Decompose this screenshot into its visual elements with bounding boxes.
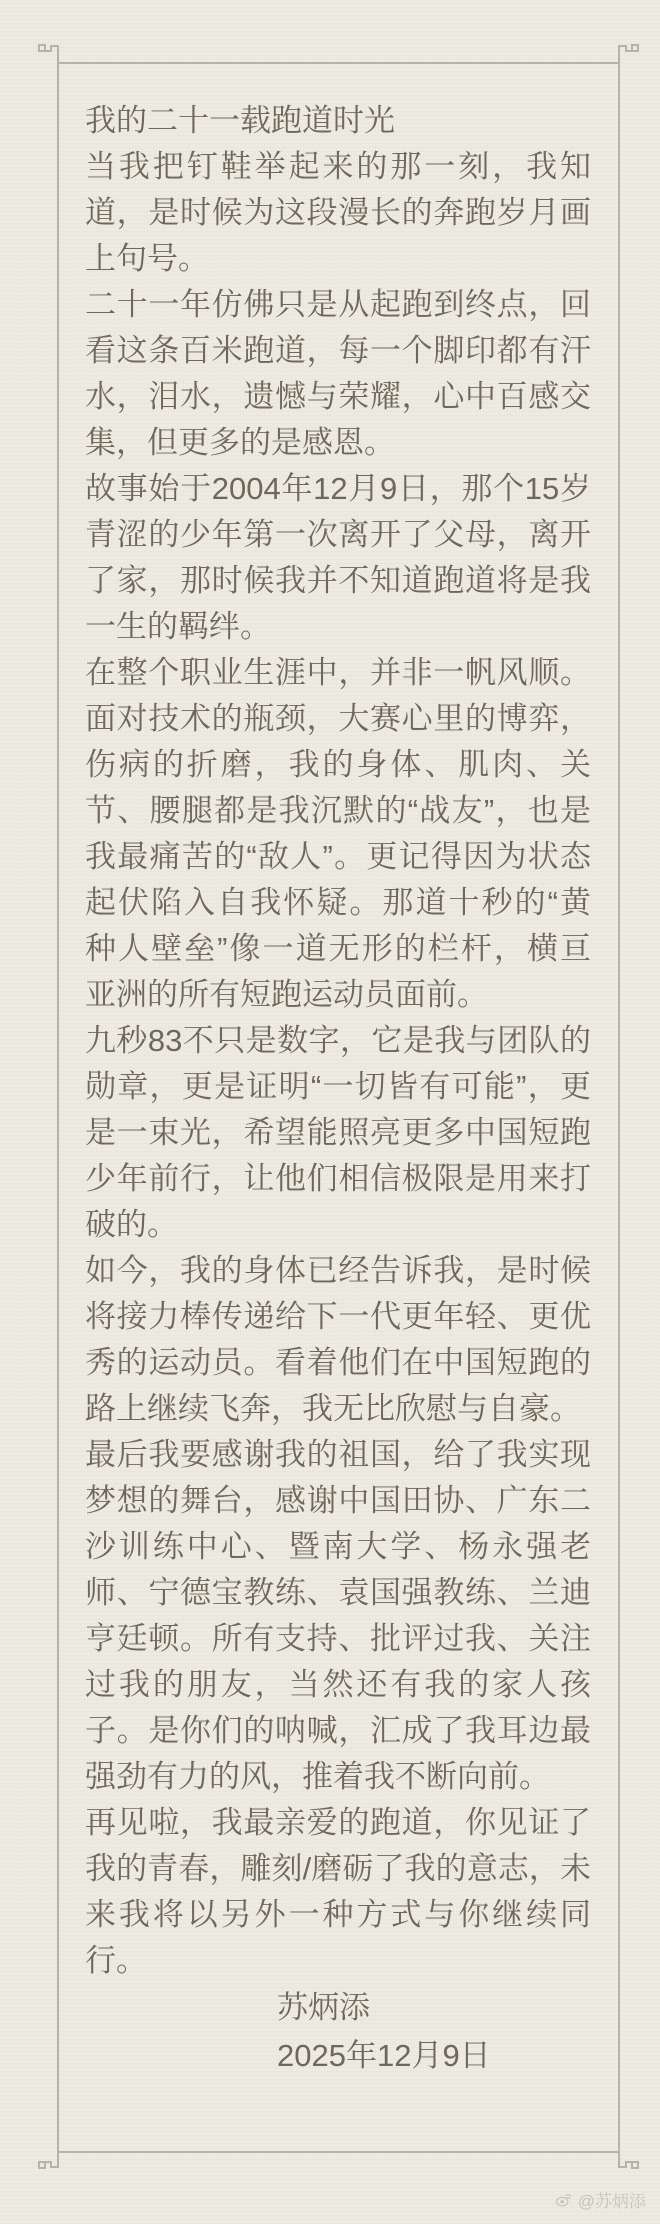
corner-ornament-icon (35, 2151, 61, 2177)
letter-body (85, 98, 591, 2080)
watermark (554, 2187, 646, 2212)
letter-paragraph: 如今，我的身体已经告诉我，是时候将接力棒传递给下一代更年轻、更优秀的运动员。看着他们在中国短跑的路上继续飞奔，我无比欣慰与自豪。 (85, 1253, 591, 1426)
letter-paragraph: 最后我要感谢我的祖国，给了我实现梦想的舞台，感谢中国田协、广东二沙训练中心、暨南大学、杨永强老师、宁德宝教练、袁国强教练、兰迪亨廷顿。所有支持、批评过我、关注过我的朋友，当然还有我的家人孩子。是你们的呐喊，汇成了我耳边最强劲有力的风，推着我不断向前。 (85, 1437, 591, 1794)
weibo-logo-icon (554, 2191, 574, 2208)
letter-paragraph: 当我把钉鞋举起来的那一刻，我知道，是时候为这段漫长的奔跑岁月画上句号。 (85, 149, 591, 276)
letter-paragraph: 故事始于2004年12月9日，那个15岁青涩的少年第一次离开了父母，离开了家，那时候我并不知道跑道将是我一生的羁绊。 (85, 471, 591, 644)
letter-paragraph: 二十一年仿佛只是从起跑到终点，回看这条百米跑道，每一个脚印都有汗水，泪水，遗憾与荣耀，心中百感交集，但更多的是感恩。 (85, 287, 591, 460)
corner-ornament-icon (616, 36, 642, 62)
letter-paragraph: 再见啦，我最亲爱的跑道，你见证了我的青春，雕刻/磨砺了我的意志，未来我将以另外一种方式与你继续同行。 (85, 1805, 591, 1978)
signature-block (277, 1984, 591, 2080)
signature-name: 苏炳添 (277, 1990, 370, 2025)
letter-title: 我的二十一载跑道时光 (85, 103, 395, 138)
corner-ornament-icon (616, 2151, 642, 2177)
signature-date: 2025年12月9日 (277, 2038, 491, 2073)
letter-paragraph: 九秒83不只是数字，它是我与团队的勋章，更是证明“一切皆有可能”，更是一束光，希望能照亮更多中国短跑少年前行，让他们相信极限是用来打破的。 (85, 1023, 591, 1242)
corner-ornament-icon (35, 36, 61, 62)
letter-paragraph: 在整个职业生涯中，并非一帆风顺。面对技术的瓶颈，大赛心里的博弈，伤病的折磨，我的身体、肌肉、关节、腰腿都是我沉默的“战友”，也是我最痛苦的“敌人”。更记得因为状态起伏陷入自我怀疑。那道十秒的“黄种人壁垒”像一道无形的栏杆，横亘亚洲的所有短跑运动员面前。 (85, 655, 591, 1012)
watermark-handle: @苏炳添 (577, 2192, 646, 2211)
